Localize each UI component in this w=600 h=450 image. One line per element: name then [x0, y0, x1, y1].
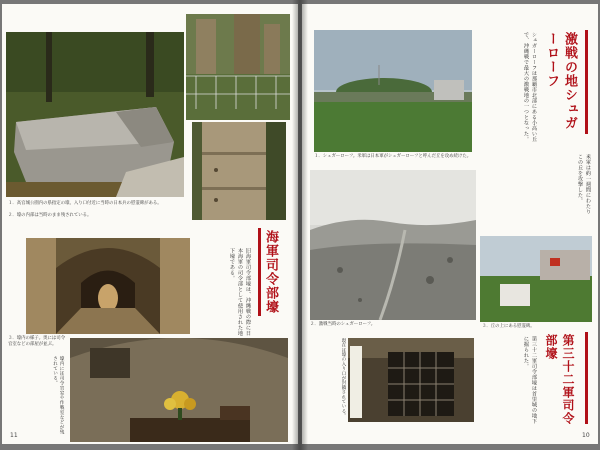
photo-tunnel — [26, 238, 190, 334]
caption-left-3: ３．壕内の様子。奥には司令官室などの部屋が並ぶ。 — [8, 336, 66, 347]
title-bar-32nd-army — [585, 332, 588, 424]
photo-hq-room — [70, 338, 288, 442]
photo-stone-monument — [6, 32, 184, 197]
body-text-right-3: 第三十二軍司令部壕は首里城の地下に掘られた。 — [523, 336, 537, 424]
body-text-right-4: 現在は壕の入り口が封鎖されている。 — [341, 338, 346, 418]
section-title-navy-hq: 海軍司令部壕 — [263, 230, 278, 314]
page-number-right: 10 — [582, 432, 590, 439]
body-text-right: シュガーローフは那覇市北部にある小高い丘で、沖縄戦で最大の激戦地の一つとなった。 — [523, 32, 537, 142]
photo-stone-pillar — [192, 122, 286, 220]
section-title-sugar-loaf: 激戦の地シュガーローフ — [544, 32, 577, 130]
caption-left-1: １．高官城公園内の県指定の壕、入り口付近に当時の日本兵の慰霊碑がある。 — [8, 201, 162, 206]
body-text-right-2: 米軍は約一週間にわたりこの丘を攻撃した。 — [577, 154, 591, 215]
caption-right-3: ３．丘の上にある慰霊碑。 — [482, 324, 535, 329]
body-text-left-2: 壕内には司令官室や作戦室などが残されている。 — [52, 356, 64, 435]
title-bar-navy-hq — [258, 228, 261, 316]
photo-monument-small — [480, 236, 592, 322]
photo-battlefield-bw — [310, 170, 476, 320]
photo-ruins-fence — [186, 14, 290, 120]
photo-gated-entrance — [348, 338, 474, 422]
body-text-left: 旧海軍司令部壕は、沖縄戦の際に日本海軍の司令部として使用された地下壕である。 — [229, 248, 251, 336]
left-page — [2, 4, 298, 444]
right-page — [302, 4, 598, 444]
caption-right-1: １．シュガーローフ。米軍は日本軍がシュガーローフと呼んだ丘を攻め続けた。 — [314, 154, 472, 159]
title-bar-sugar-loaf — [585, 30, 588, 134]
page-number-left: 11 — [10, 432, 18, 439]
caption-right-2: ２．激戦当時のシュガーローフ。 — [310, 322, 376, 327]
photo-sugar-loaf-hill — [314, 30, 472, 152]
caption-left-2: ２．壕の内部は当時のまま残されている。 — [8, 213, 92, 218]
book-gutter — [292, 0, 308, 450]
section-title-32nd-army: 第三十二軍司令部壕 — [544, 334, 575, 425]
